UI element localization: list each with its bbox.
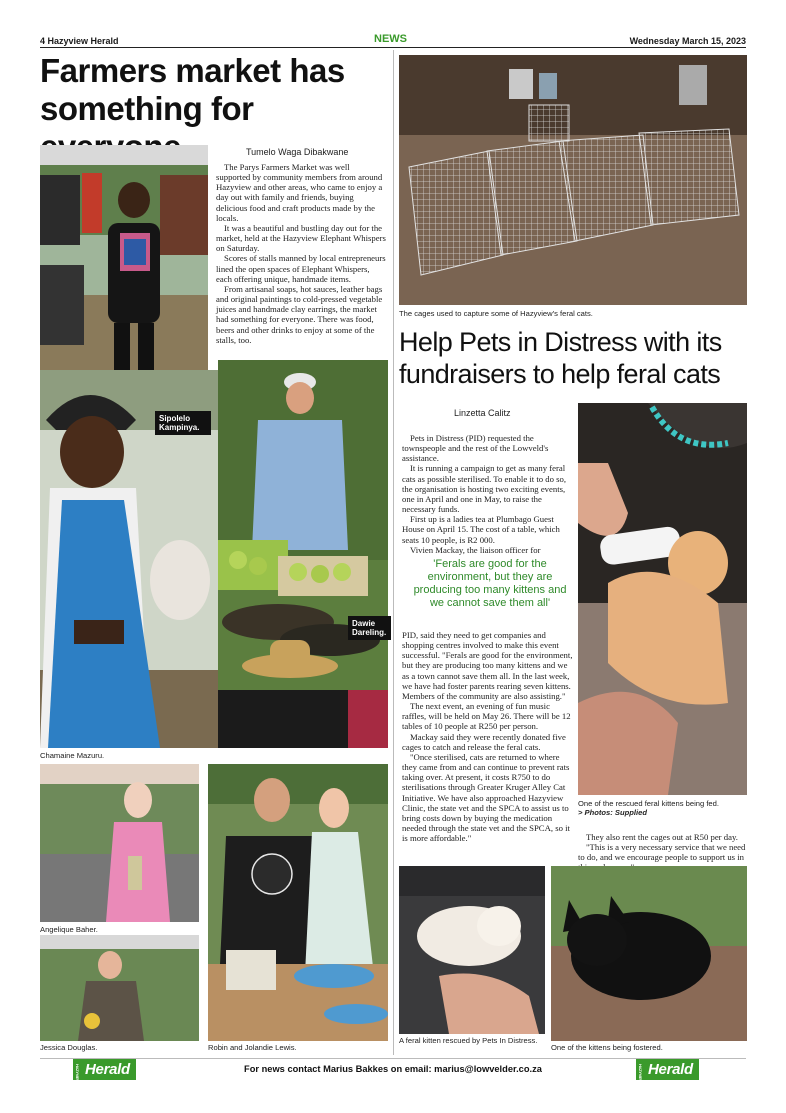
article1-body bbox=[216, 162, 386, 345]
article1-byline: Tumelo Waga Dibakwane bbox=[246, 147, 349, 157]
logo-text: Herald bbox=[648, 1061, 693, 1078]
photo-robin-jolandie bbox=[208, 764, 388, 1041]
caption-black-kitten: One of the kittens being fostered. bbox=[551, 1043, 663, 1052]
caption-angelique: Angelique Baher. bbox=[40, 925, 98, 934]
photo-clothing-vendor bbox=[40, 145, 208, 381]
photo-kitten-fed bbox=[578, 403, 747, 795]
article2-body-a bbox=[402, 433, 574, 555]
article2-paragraph: "This is a very necessary service that we need to do, and we encourage people to support us in bbox=[578, 842, 746, 863]
article2-paragraph: Vivien Mackay, the liaison officer for bbox=[410, 544, 541, 555]
logo-text: Herald bbox=[85, 1061, 130, 1078]
photo-angelique bbox=[40, 764, 199, 922]
pull-quote: 'Ferals are good for the environment, but they are producing too many kittens and we cannot save them all' bbox=[413, 558, 567, 609]
article2-paragraph: They also rent the cages out at R50 per day. bbox=[586, 832, 738, 842]
section-label: NEWS bbox=[374, 33, 407, 45]
footer-logo-left bbox=[73, 1059, 136, 1083]
photo-black-kitten bbox=[551, 866, 747, 1041]
article1-paragraph: The Parys Farmers Market was well supported by community members from around Hazyview and other areas, who came to enjoy a day out with family and friends, buying delicious food and craft products made by the locals. bbox=[216, 162, 383, 223]
header-divider bbox=[40, 47, 746, 48]
article1-paragraph: From artisanal soaps, hot sauces, leather bags and original paintings to cold-pressed vegetable juices and handmade clay earrings, the market had something for everyone. There was food, beers and other drinks to enjoy at some of the stalls, too. bbox=[216, 283, 383, 345]
name-tag-dawie: Dawie Dareling. bbox=[348, 616, 391, 640]
article2-paragraph: It is running a campaign to get as many feral cats as possible sterilised. To enable it to do so, the organisation is hosting two exciting events, one in April and one in May, to raise the necessary funds. bbox=[402, 463, 567, 515]
article2-paragraph: First up is a ladies tea at Plumbago Guest House on April 15. The cost of a table, which seats 10 people, is R2 000. bbox=[402, 514, 560, 545]
photo-white-kitten bbox=[399, 866, 545, 1034]
article1-paragraph: Scores of stalls manned by local entrepreneurs lined the open spaces of Elephant Whispers, each offering unique, handmade items. bbox=[216, 253, 386, 284]
caption-robin: Robin and Jolandie Lewis. bbox=[208, 1043, 297, 1052]
photo-credit: > Photos: Supplied bbox=[578, 808, 647, 817]
caption-chamaine: Chamaine Mazuru. bbox=[40, 751, 105, 760]
article2-byline: Linzetta Calitz bbox=[454, 408, 511, 418]
footer-logo-right bbox=[636, 1059, 699, 1083]
caption-kitten-fed: One of the rescued feral kittens being fed. bbox=[578, 799, 719, 808]
caption-cages: The cages used to capture some of Hazyview's feral cats. bbox=[399, 309, 593, 318]
issue-date: Wednesday March 15, 2023 bbox=[629, 36, 746, 46]
column-divider bbox=[393, 50, 394, 1055]
page-label: 4 Hazyview Herald bbox=[40, 36, 119, 46]
article2-paragraph: Pets in Distress (PID) requested the townspeople and the rest of the Lowveld's assistance. bbox=[402, 433, 549, 464]
photo-dawie-stall bbox=[218, 360, 388, 748]
photo-cages bbox=[399, 55, 747, 305]
article2-paragraph: Mackay said they were recently donated five cages to catch and release the feral cats. bbox=[402, 731, 566, 752]
article2-paragraph: The next event, an evening of fun music raffles, will be held on May 26. There will be 12 tables of 10 people at R250 per person. bbox=[402, 701, 571, 732]
logo-small-text: HAZYVIEW bbox=[638, 1064, 643, 1083]
article2-paragraph: "Once sterilised, cats are returned to where they came from and can continue to prevent rats taking over. At present, it costs R750 to do sterilisations through Greater Kruger Alley Cat Initiative. We have also approached Hazyview Clinic, the state vet and the SPCA to assist us to bring costs down by buying the medication needed through the state vet and the SPCA, so it is more affordable." bbox=[402, 751, 570, 844]
article1-paragraph: It was a beautiful and bustling day out for the market, held at the Hazyview Elephant Whispers on Saturday. bbox=[216, 222, 386, 254]
name-tag-sipolelo: Sipolelo Kampinya. bbox=[155, 411, 211, 435]
article2-headline: Help Pets in Distress with its fundraisers to help feral cats bbox=[399, 327, 722, 389]
logo-small-text: HAZYVIEW bbox=[75, 1064, 80, 1083]
caption-jessica: Jessica Douglas. bbox=[40, 1043, 98, 1052]
article1-headline: Farmers market has something for bbox=[40, 52, 345, 127]
photo-jessica bbox=[40, 935, 199, 1041]
footer-contact: For news contact Marius Bakkes on email: marius@lowvelder.co.za bbox=[244, 1064, 542, 1074]
caption-white-kitten: A feral kitten rescued by Pets In Distress. bbox=[399, 1036, 538, 1045]
article2-paragraph: PID, said they need to get companies and shopping centres involved to make this event successful. "Ferals are good for the environment, but they are producing too many kittens and we as a town cannot save them all. In the last week, we have had foster parents rearing seven kittens. Members of the community are also assisting." bbox=[402, 630, 573, 701]
article2-body-b bbox=[402, 630, 574, 843]
